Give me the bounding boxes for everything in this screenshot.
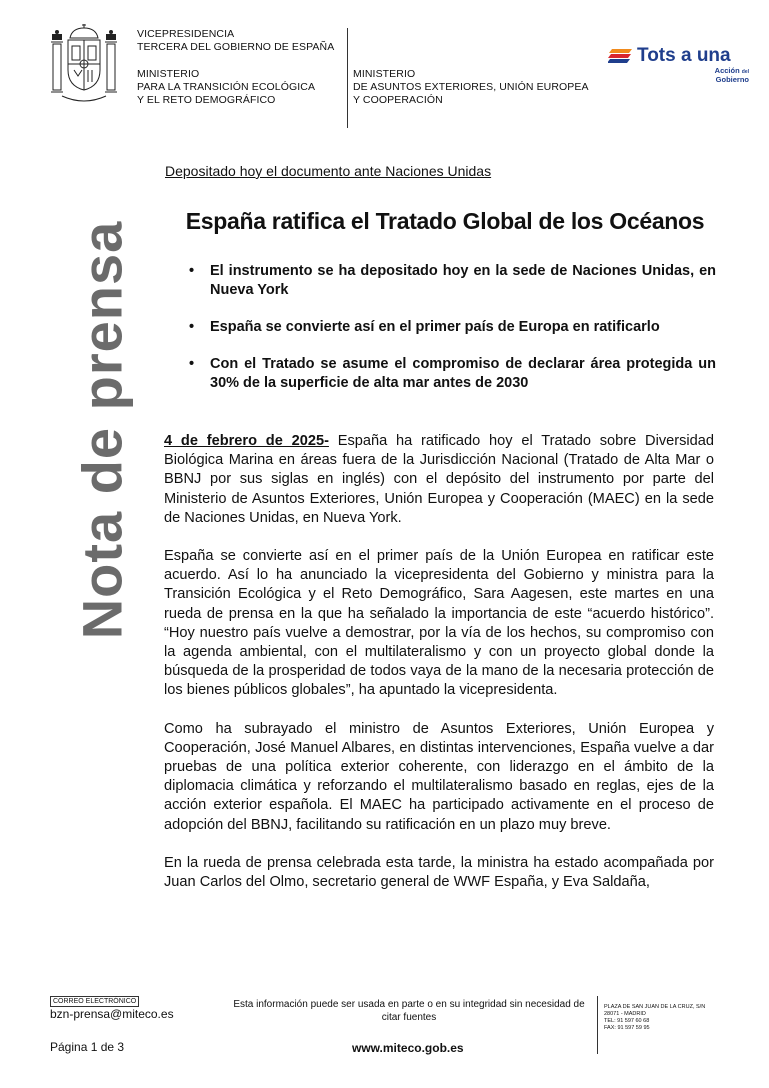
summary-bullets [186, 262, 716, 411]
footer-divider [597, 996, 598, 1054]
article-body [164, 432, 714, 911]
logo-text: Tots a una [637, 45, 731, 66]
email-link[interactable]: bzn-prensa@miteco.es [50, 1007, 174, 1021]
bullet-item: • Con el Tratado se asume el compromiso de declarar área protegida un 30% de la superficie de alta mar antes de 2030 [186, 355, 716, 393]
ministerio-transicion-block [137, 68, 315, 107]
address-block [604, 1004, 705, 1032]
header-line: MINISTERIO [353, 68, 416, 80]
header-divider [347, 28, 348, 128]
paragraph: En la rueda de prensa celebrada esta tarde, la ministra ha estado acompañada por Juan Carlos del Olmo, secretario general de WWF España, y Eva Saldaña, [164, 854, 714, 891]
accion-gobierno-text [703, 67, 749, 83]
address-line: FAX: 91 597 59 95 [604, 1025, 650, 1031]
bullet-item: • España se convierte así en el primer país de Europa en ratificarlo [186, 318, 716, 337]
stripes-icon [608, 48, 634, 64]
nota-de-prensa-label: Nota de prensa [70, 220, 134, 640]
header-line: TERCERA DEL GOBIERNO DE ESPAÑA [137, 41, 335, 53]
usage-notice: Esta información puede ser usada en parte o en su integridad sin necesidad de citar fuentes [233, 999, 585, 1023]
bullet-item: • El instrumento se ha depositado hoy en la sede de Naciones Unidas, en Nueva York [186, 262, 716, 300]
dateline: 4 de febrero de 2025- [164, 433, 329, 449]
ministerio-exteriores-block [353, 68, 589, 107]
vicepresidencia-block [137, 28, 334, 54]
paragraph-text: España ha ratificado hoy el Tratado sobre Diversidad Biológica Marina en áreas fuera de la Jurisdicción Nacional (Tratado de Alta Mar o BBNJ por sus siglas en inglés) con el depósito del instrumento por parte del Ministerio de Asuntos Exteriores, Unión Europea y Cooperación (MAEC) en la sede de Naciones Unidas, en Nueva York. [164, 433, 714, 526]
logo-sub-2: del [741, 69, 749, 75]
subtitle: Depositado hoy el documento ante Naciones Unidas [165, 163, 492, 179]
header-line: DE ASUNTOS EXTERIORES, UNIÓN EUROPEA [353, 81, 589, 93]
paragraph [164, 432, 714, 528]
mail-label: CORREO ELECTRÓNICO [50, 996, 139, 1007]
paragraph: Como ha subrayado el ministro de Asuntos Exteriores, Unión Europea y Cooperación, José Manuel Albares, en distintas intervenciones, España vuelve a dar pruebas de una política exterior coherente, con liderazgo en el ámbito de la diplomacia climática y reforzando el multilateralismo basado en reglas, ejes de la acción exterior española. El MAEC ha participado activamente en el proceso de adopción del BBNJ, facilitando su ratificación en un plazo muy breve. [164, 720, 714, 833]
header-line: PARA LA TRANSICIÓN ECOLÓGICA [137, 81, 316, 93]
paragraph: España se convierte así en el primer país de la Unión Europea en ratificar este acuerdo. Así lo ha anunciado la vicepresidenta del Gobierno y ministra para la Transición Ecológica y el Reto Demográfico, Sara Aagesen, este martes en una rueda de prensa en la que ha señalado la importancia de este “acuerdo histórico”. “Hoy nuestro país vuelve a demostrar, por la vía de los hechos, su compromiso con la agenda ambiental, con el multilateralismo y con un proyecto global donde la búsqueda de la prosperidad de todos vaya de la mano de la necesaria protección de los bienes públicos globales”, ha apuntado la vicepresidenta. [164, 548, 714, 699]
header-line: VICEPRESIDENCIA [137, 28, 235, 40]
header-line: Y EL RETO DEMOGRÁFICO [137, 94, 276, 106]
header-line: Y COOPERACIÓN [353, 94, 443, 106]
page-number: Página 1 de 3 [50, 1040, 125, 1054]
header-line: MINISTERIO [137, 68, 200, 80]
logo-sub-3: Gobierno [715, 75, 749, 84]
tots-a-una-logo [608, 44, 750, 88]
address-line: PLAZA DE SAN JUAN DE LA CRUZ, S/N [604, 1004, 706, 1010]
address-line: TEL: 91 597 60 68 [604, 1018, 650, 1024]
address-line: 28071 - MADRID [604, 1011, 646, 1017]
page-title: España ratifica el Tratado Global de los Océanos [185, 208, 705, 234]
logo-sub-1: Acción [714, 66, 740, 75]
website-link[interactable]: www.miteco.gob.es [352, 1041, 464, 1055]
coat-of-arms-icon [48, 24, 120, 106]
